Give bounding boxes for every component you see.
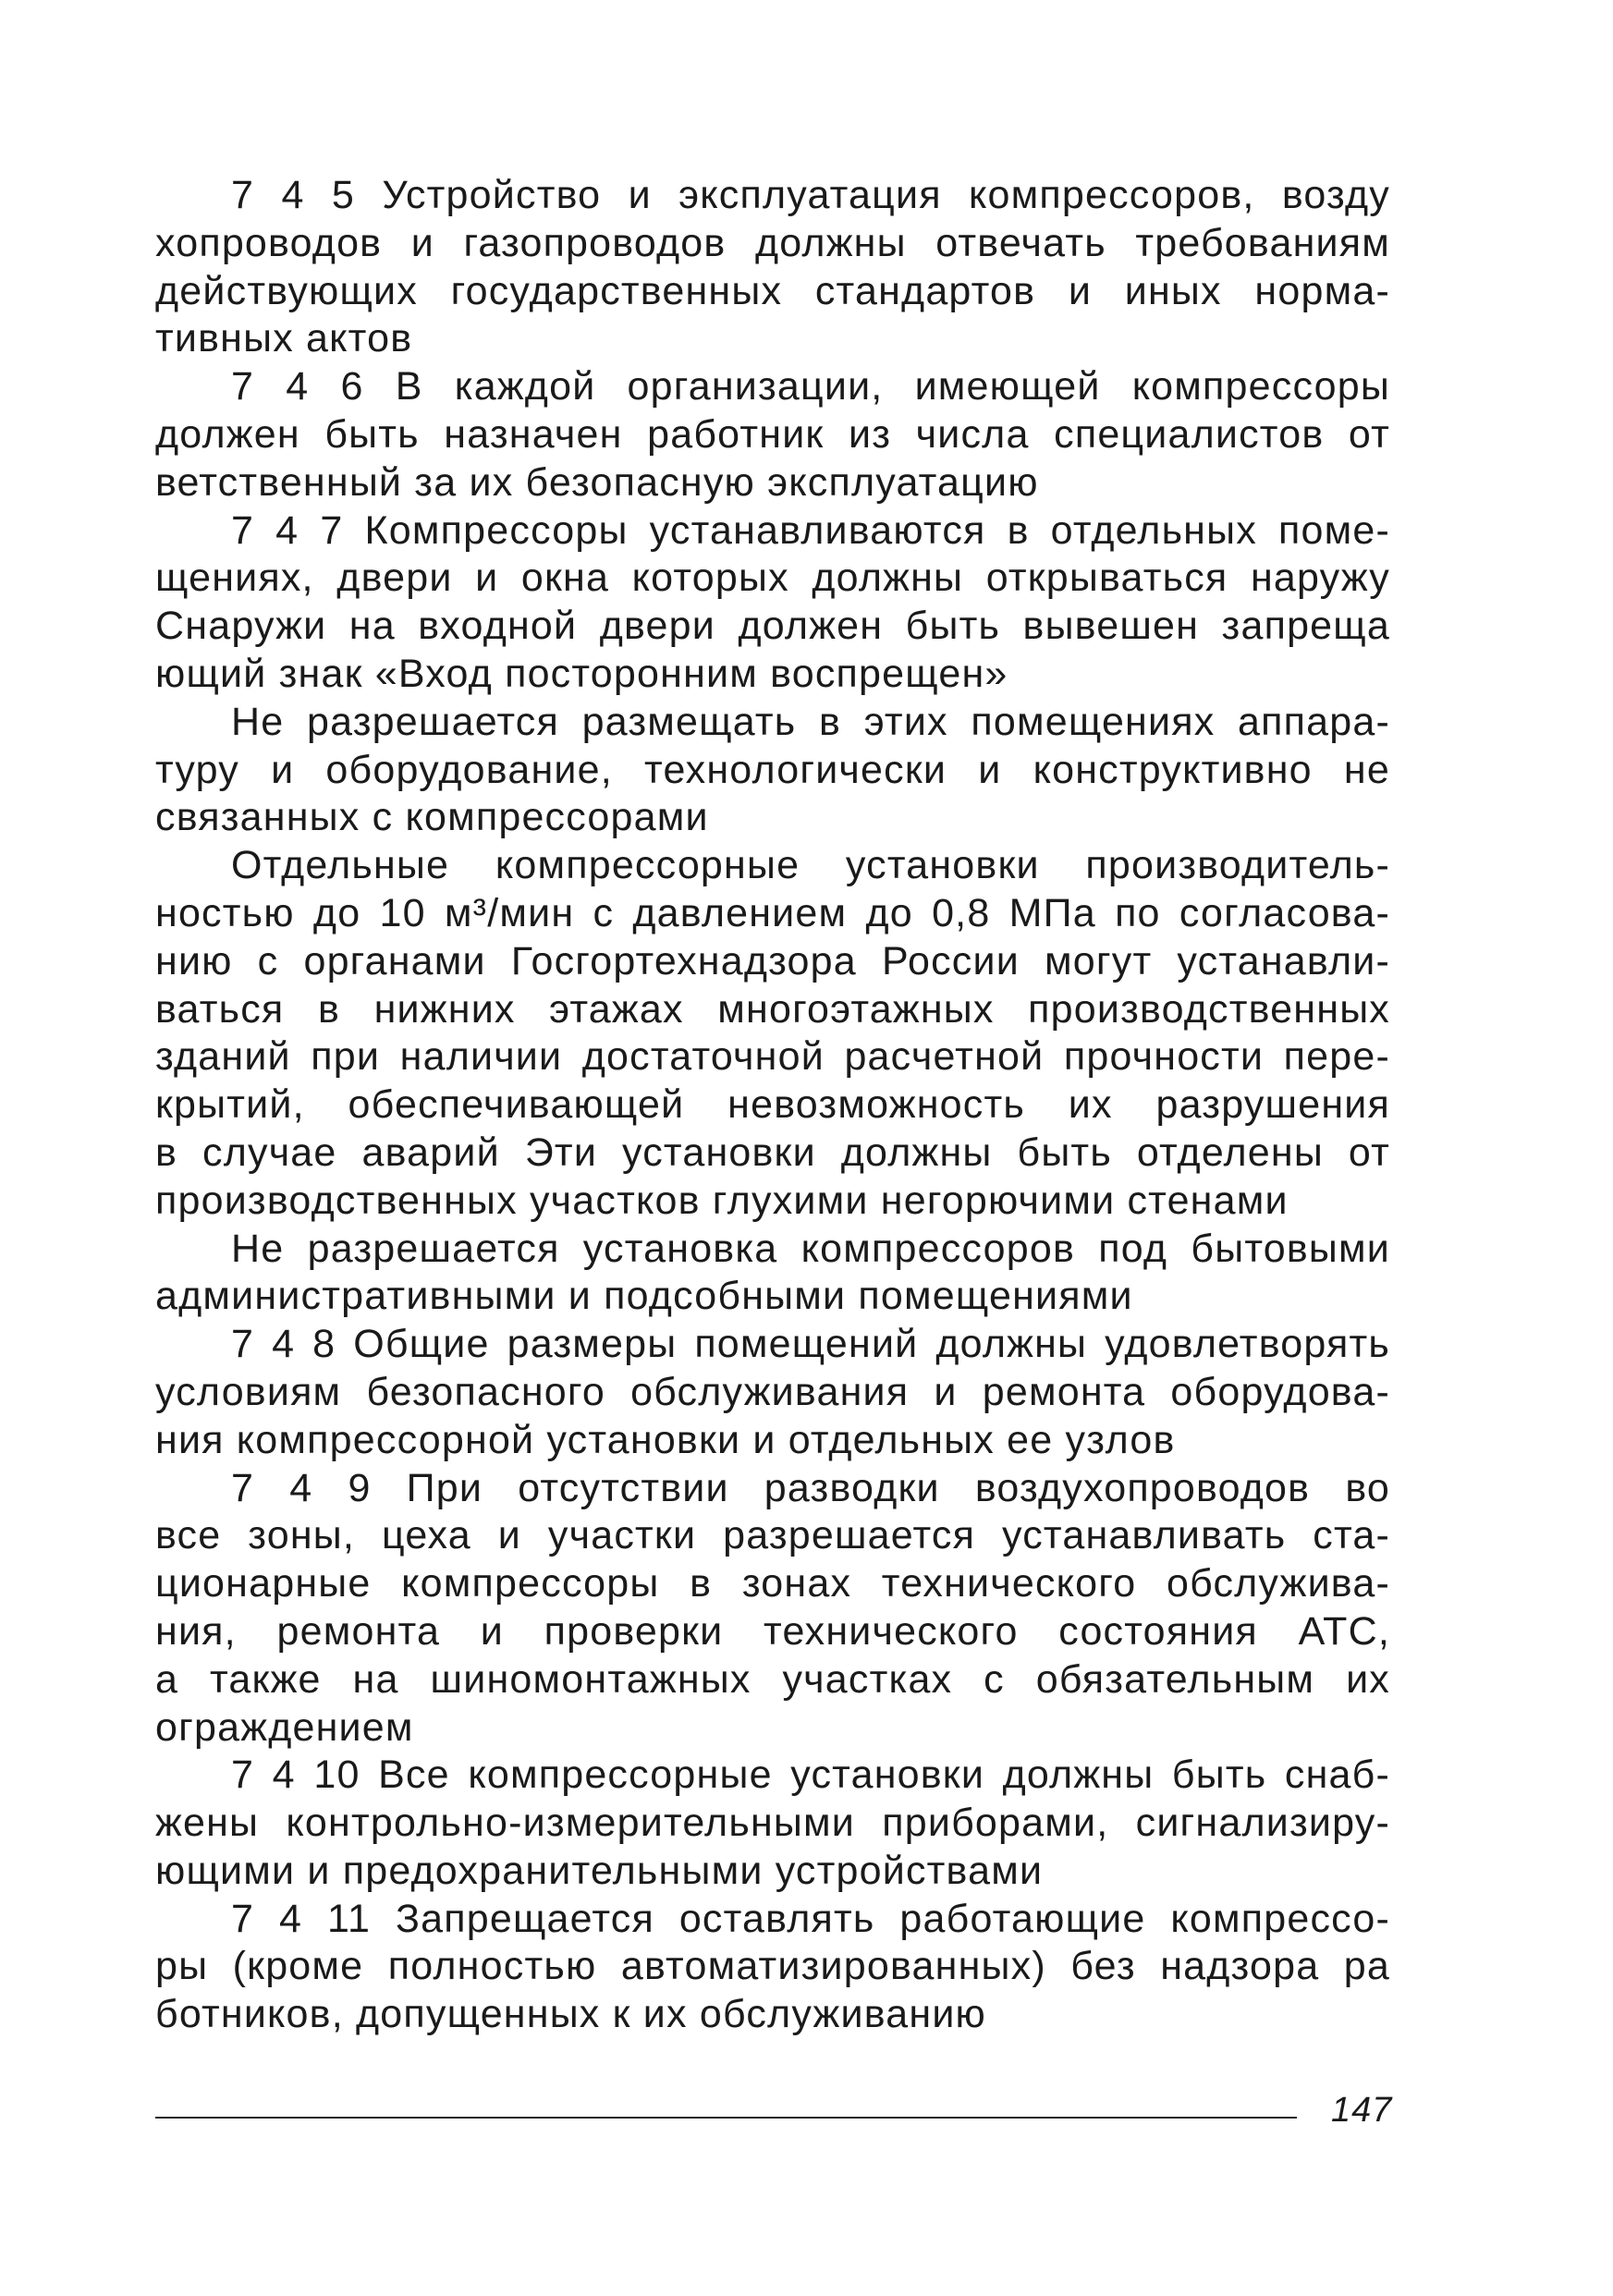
text-line: 7 4 10 Все компрессорные установки должны быть снаб- — [231, 1753, 1390, 1798]
paragraph-7-4-5 — [155, 172, 1390, 363]
text-line: а также на шиномонтажных участках с обязательным их — [155, 1656, 1390, 1702]
text-line: ния, ремонта и проверки технического состояния АТС, — [155, 1608, 1390, 1654]
text-line: туру и оборудование, технологически и конструктивно не — [155, 747, 1390, 792]
text-line: тивных актов — [155, 316, 413, 361]
paragraph-7-4-7 — [155, 507, 1390, 699]
text-line: ветственный за их безопасную эксплуатацию — [155, 459, 1039, 505]
page-number: 147 — [1331, 2091, 1393, 2130]
text-line: Отдельные компрессорные установки производитель- — [231, 843, 1390, 888]
text-line: действующих государственных стандартов и иных норма- — [155, 268, 1390, 313]
paragraph-7-4-7-b — [155, 699, 1390, 842]
text-line: в случае аварий Эти установки должны быть отделены от — [155, 1130, 1390, 1175]
text-line: ботников, допущенных к их обслуживанию — [155, 1992, 986, 2037]
paragraph-7-4-8 — [155, 1321, 1390, 1464]
text-line: ционарные компрессоры в зонах технического обслужива- — [155, 1561, 1390, 1606]
text-line: ваться в нижних этажах многоэтажных производственных — [155, 986, 1390, 1032]
text-line: 7 4 5 Устройство и эксплуатация компрессоров, возду — [231, 173, 1390, 217]
text-line: нию с органами Госгортехнадзора России могут устанавли- — [155, 938, 1390, 983]
text-line: хопроводов и газопроводов должны отвечать требованиям — [155, 220, 1390, 265]
text-line: Не разрешается установка компрессоров под бытовыми — [231, 1226, 1390, 1271]
text-line: ния компрессорной установки и отдельных ее узлов — [155, 1417, 1176, 1462]
text-line: ры (кроме полностью автоматизированных) без надзора ра — [155, 1944, 1390, 1989]
paragraph-7-4-6 — [155, 363, 1390, 507]
text-line: производственных участков глухими негорючими стенами — [155, 1178, 1289, 1223]
text-line: 7 4 7 Компрессоры устанавливаются в отдельных поме- — [231, 507, 1390, 553]
paragraph-7-4-10 — [155, 1752, 1390, 1895]
footer-rule — [155, 2117, 1297, 2119]
text-line: 7 4 8 Общие размеры помещений должны удовлетворять — [231, 1322, 1390, 1367]
text-line: 7 4 6 В каждой организации, имеющей компрессоры — [231, 364, 1390, 409]
text-line: ограждением — [155, 1704, 414, 1750]
paragraph-7-4-7-d — [155, 1226, 1390, 1322]
text-line: 7 4 11 Запрещается оставлять работающие компрессо- — [231, 1896, 1390, 1941]
text-line: крытий, обеспечивающей невозможность их разрушения — [155, 1082, 1390, 1128]
text-line: ностью до 10 м³/мин с давлением до 0,8 МПа по согласова- — [155, 890, 1390, 935]
text-line: щениях, двери и окна которых должны открываться наружу — [155, 556, 1390, 601]
text-line: все зоны, цеха и участки разрешается устанавливать ста- — [155, 1513, 1390, 1558]
text-line: ющий знак «Вход посторонним воспрещен» — [155, 651, 1008, 696]
paragraph-7-4-7-c — [155, 842, 1390, 1225]
text-line: жены контрольно-измерительными приборами, сигнализиру- — [155, 1801, 1390, 1846]
text-line: 7 4 9 При отсутствии разводки воздухопроводов во — [231, 1465, 1390, 1510]
text-line: Не разрешается размещать в этих помещениях аппара- — [231, 699, 1390, 744]
text-line: Снаружи на входной двери должен быть вывешен запреща — [155, 604, 1390, 649]
text-line: ющими и предохранительными устройствами — [155, 1848, 1044, 1893]
paragraph-7-4-9 — [155, 1465, 1390, 1753]
text-line: зданий при наличии достаточной расчетной прочности пере- — [155, 1034, 1390, 1080]
text-line: административными и подсобными помещениями — [155, 1274, 1133, 1319]
text-line: условиям безопасного обслуживания и ремонта оборудова- — [155, 1369, 1390, 1414]
body-text — [155, 172, 1390, 2039]
paragraph-7-4-11 — [155, 1896, 1390, 2039]
text-line: связанных с компрессорами — [155, 795, 709, 840]
text-line: должен быть назначен работник из числа специалистов от — [155, 411, 1390, 457]
